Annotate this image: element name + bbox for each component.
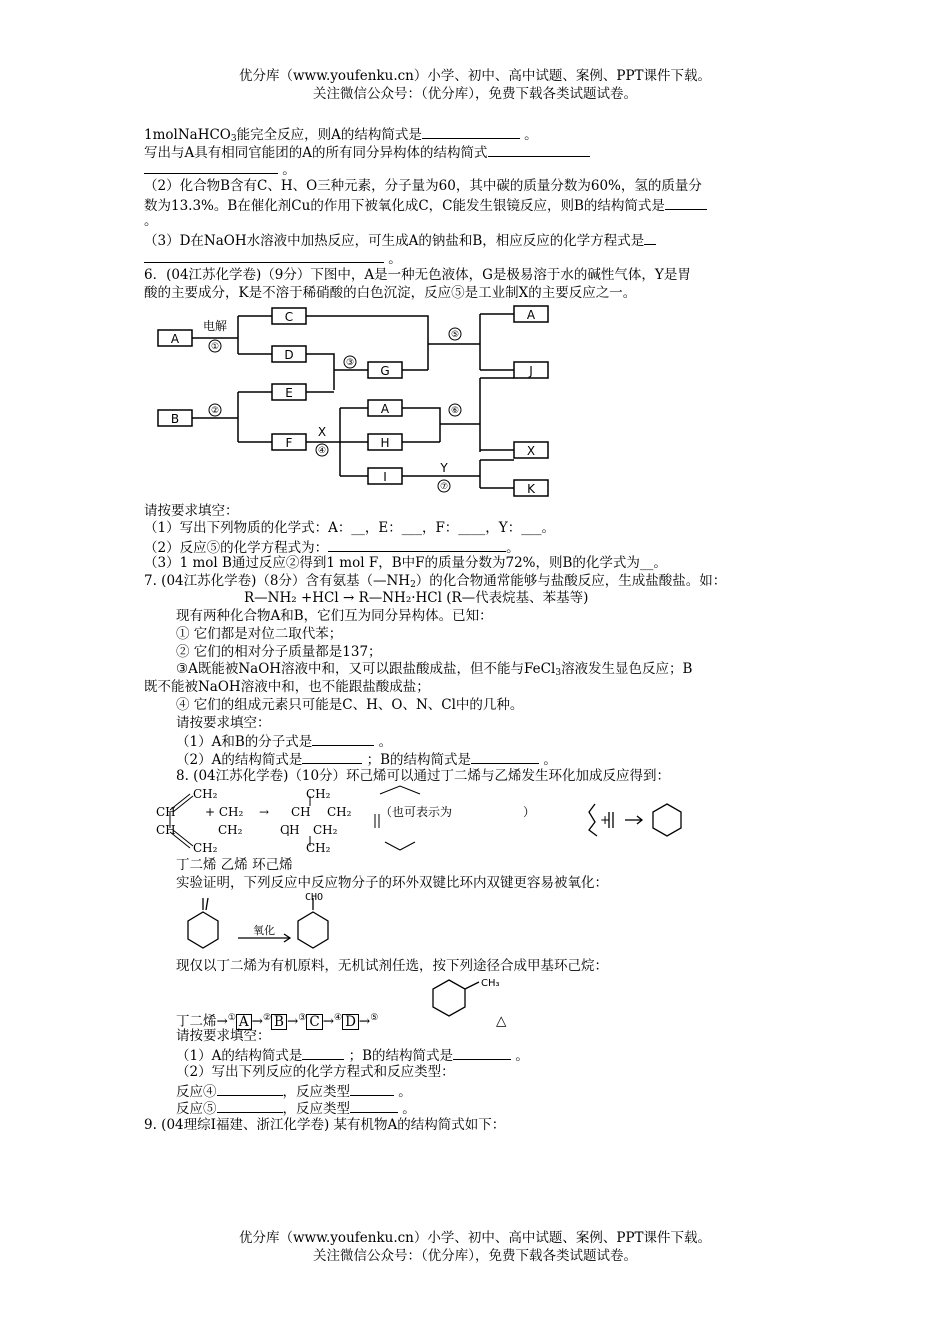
q8-r3-b: CH₂ [218, 823, 243, 837]
q7-cond-2: ② 它们的相对分子质量都是137； [176, 644, 382, 660]
q6-prompt: 请按要求填空： [144, 503, 239, 519]
svg-text:⑦: ⑦ [439, 482, 449, 492]
box-A-mid-label: A [380, 402, 390, 416]
electrolysis-label: 电解 [202, 319, 228, 333]
q7-cond-3c: 既不能被NaOH溶液中和，也不能跟盐酸成盐； [144, 679, 430, 695]
q8-chain: 丁二烯→① A →② B →③ C →④ D →⑤ [176, 1013, 379, 1030]
svg-text:④: ④ [317, 446, 327, 456]
q8-target-molecule [425, 972, 505, 1028]
q5-part-2b: 数为13.3%。B在催化剂Cu的作用下被氧化成C，C能发生银镜反应，则B的结构简式是 [144, 196, 707, 215]
q6-sub-2: （2）反应⑤的化学方程式为： 。 [144, 540, 520, 556]
q6-sub-1: （1）写出下列物质的化学式：A：__，E：___，F：____，Y：___。 [144, 520, 555, 536]
footer-line-1: 优分库（www.youfenku.cn）小学、初中、高中试题、案例、PPT课件下载。 [238, 1230, 712, 1246]
box-X-label: X [526, 444, 536, 458]
q5-part-3b: 。 [144, 249, 402, 268]
q5-line-1: 1molNaHCO$_3$能完全反应，则A的结构简式是 。 [144, 127, 538, 144]
q8-reaction-4: 反应④ ，反应类型 。 [176, 1084, 412, 1100]
box-K-label: K [527, 482, 535, 496]
q6-line-2: 酸的主要成分，K是不溶于稀硝酸的白色沉淀，反应⑤是工业制X的主要反应之一。 [144, 285, 637, 301]
x-label: X [317, 425, 327, 439]
svg-text:+: + [600, 813, 611, 827]
q7-prompt: 请按要求填空： [176, 715, 271, 731]
q8-r2-paren: （也可表示为 [380, 805, 453, 819]
box-F-label: F [285, 436, 293, 450]
q8-r3-c: CH [280, 823, 300, 837]
q8-sub-2: （2）写出下列反应的化学方程式和反应类型： [176, 1064, 455, 1080]
box-C-label: C [284, 310, 294, 324]
q5-line-2: 写出与A具有相同官能团的A的所有同分异构体的结构简式 [144, 143, 590, 162]
q7-line-1: 7. (04江苏化学卷)（8分）含有氨基$(—NH_2)$的化合物通常能够与盐酸反应，生成盐酸盐。如： [144, 573, 727, 590]
q8-r2-d: CH₂ [327, 805, 352, 819]
box-J-label: J [529, 364, 533, 378]
q6-reaction-diagram [150, 300, 570, 500]
q8-r2-plus: + CH₂ [205, 805, 244, 819]
q8-r2-c: CH [291, 805, 311, 819]
svg-text:⑥: ⑥ [450, 406, 460, 416]
q7-cond-1: ① 它们都是对位二取代苯； [176, 626, 343, 642]
y-label: Y [440, 461, 448, 475]
q8-r2-close: ） [523, 805, 536, 819]
q7-sub-1: （1）A和B的分子式是 。 [176, 734, 393, 750]
q7-cond-3: ③A既能被NaOH溶液中和，又可以跟盐酸成盐，但不能与FeCl$_3$溶液发生显色反应；B [176, 661, 693, 678]
q5-part-3a: （3）D在NaOH水溶液中加热反应，可生成A的钠盐和B，相应反应的化学方程式是 [144, 231, 656, 250]
q8-skeletal-reaction [585, 796, 695, 846]
q5-part-2a: （2）化合物B含有C、H、O三种元素，分子量为60，其中碳的质量分数为60%，氢的质量分 [144, 178, 702, 194]
q8-prompt: 请按要求填空： [176, 1028, 271, 1044]
q8-experiment: 实验证明，下列反应中反应物分子的环外双键比环内双键更容易被氧化： [176, 875, 608, 891]
q8-delta: △ [496, 1013, 507, 1029]
q7-equation: R—NH₂ +HCl → R—NH₂·HCl (R—代表烷基、苯基等) [244, 590, 589, 606]
q9-line-1: 9. (04理综Ⅰ福建、浙江化学卷) 某有机物A的结构简式如下： [144, 1117, 506, 1133]
box-D-label: D [284, 348, 294, 362]
box-B-label: B [170, 412, 180, 426]
q8-r3-a: CH [156, 823, 176, 837]
q7-sub-2: （2）A的结构简式是 ；B的结构简式是 。 [176, 752, 557, 768]
box-G-label: G [380, 364, 390, 378]
svg-text:⑤: ⑤ [450, 330, 460, 340]
box-E-label: E [285, 386, 293, 400]
q8-r1-a: CH₂ [193, 787, 218, 801]
q8-r2-arrow: → [259, 805, 270, 819]
header-line-2: 关注微信公众号：（优分库），免费下载各类试题试卷。 [313, 86, 637, 102]
footer-line-2: 关注微信公众号：（优分库），免费下载各类试题试卷。 [313, 1248, 637, 1264]
header-line-1: 优分库（www.youfenku.cn）小学、初中、高中试题、案例、PPT课件下载。 [238, 68, 712, 84]
svg-text:②: ② [210, 406, 220, 416]
q6-sub-3: （3）1 mol B通过反应②得到1 mol F，B中F的质量分数为72%，则B的化学式为__。 [144, 555, 667, 571]
q8-bond-lines [150, 784, 610, 864]
q8-r4-b: CH₂ [306, 841, 331, 855]
q8-r1-b: CH₂ [306, 787, 331, 801]
q8-oxidation-diagram [170, 890, 350, 960]
q8-r2-a: CH [156, 805, 176, 819]
box-I-label: I [383, 470, 387, 484]
q8-sub-1: （1）A的结构简式是 ；B的结构简式是 。 [176, 1048, 529, 1064]
oxidation-label: 氧化 [253, 924, 275, 937]
box-H-label: H [380, 436, 390, 450]
q7-cond-4: ④ 它们的组成元素只可能是C、H、O、N、Cl中的几种。 [176, 697, 524, 713]
q8-names: 丁二烯 乙烯 环己烯 [176, 857, 293, 873]
q5-part-2c: 。 [144, 213, 158, 229]
q5-line-3: 。 [144, 160, 296, 179]
box-A-top-label: A [526, 308, 536, 322]
q8-reaction-5: 反应⑤ ，反应类型 。 [176, 1101, 416, 1117]
svg-text:①: ① [210, 342, 220, 352]
svg-text:③: ③ [345, 358, 355, 368]
box-A-left-label: A [170, 332, 180, 346]
q8-route: 现仅以丁二烯为有机原料，无机试剂任选，按下列途径合成甲基环己烷： [176, 958, 608, 974]
q8-r3-d: CH₂ [313, 823, 338, 837]
cho-label: CHO [305, 892, 324, 903]
q8-r4-a: CH₂ [193, 841, 218, 855]
q8-line-1: 8. (04江苏化学卷)（10分）环己烯可以通过丁二烯与乙烯发生环化加成反应得到： [176, 768, 671, 784]
q6-line-1: 6．(04江苏化学卷)（9分）下图中，A是一种无色液体，G是极易溶于水的碱性气体，Y是胃 [144, 267, 691, 283]
q7-line-3: 现有两种化合物A和B，它们互为同分异构体。已知： [176, 608, 493, 624]
ch3-label: CH₃ [481, 978, 500, 989]
